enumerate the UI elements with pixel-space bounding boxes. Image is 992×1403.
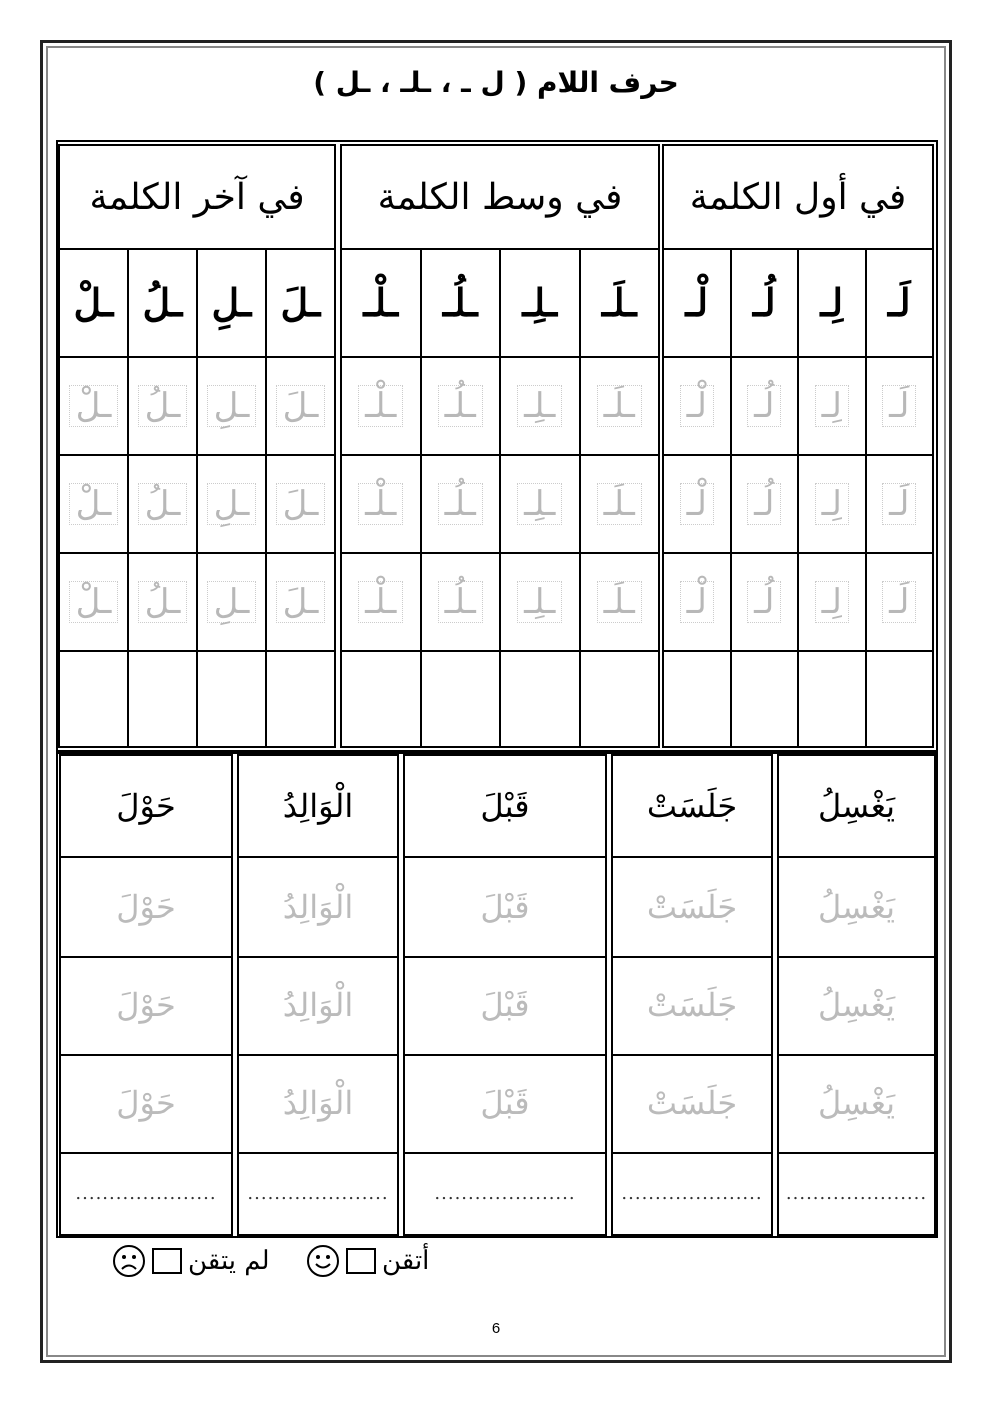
- word-model: يَغْسِلُ: [779, 756, 934, 858]
- trace-cell[interactable]: [60, 554, 127, 652]
- page-title: حرف اللام ( ل ـ ، ـلـ ، ـل ): [313, 66, 679, 99]
- trace-letter: ـلِـ: [517, 581, 562, 623]
- letter-column: [60, 248, 127, 746]
- letter-column: [342, 248, 420, 746]
- section-label: في وسط الكلمة: [342, 146, 658, 250]
- letter-model: ـلْ: [60, 248, 127, 358]
- trace-word: حَوْلَ: [116, 1084, 176, 1122]
- trace-word: قَبْلَ: [480, 1084, 530, 1122]
- trace-letter: ـلَـ: [597, 385, 642, 427]
- trace-cell[interactable]: [732, 554, 798, 652]
- trace-word: حَوْلَ: [116, 888, 176, 926]
- trace-cell[interactable]: [501, 456, 579, 554]
- write-cell[interactable]: [732, 652, 798, 750]
- trace-word-cell[interactable]: [613, 1054, 771, 1154]
- trace-letter: ـلْ: [69, 581, 119, 623]
- write-line[interactable]: .....................: [247, 1182, 389, 1204]
- trace-letter: ـلَ: [276, 483, 326, 525]
- letter-column: [664, 248, 730, 746]
- trace-letter: ـلُـ: [438, 483, 483, 525]
- letter-column: [579, 248, 659, 746]
- trace-letter: ـلَ: [276, 581, 326, 623]
- trace-word-cell[interactable]: [239, 1054, 397, 1154]
- trace-word: جَلَسَتْ: [646, 986, 738, 1024]
- letter-column: [865, 248, 933, 746]
- write-cell[interactable]: [501, 652, 579, 750]
- trace-cell[interactable]: [198, 358, 265, 456]
- letter-column: [127, 248, 196, 746]
- letter-model: لَـ: [867, 248, 933, 358]
- trace-letter: ـلَـ: [597, 483, 642, 525]
- trace-cell[interactable]: [198, 554, 265, 652]
- trace-word-cell[interactable]: [239, 956, 397, 1056]
- trace-cell[interactable]: [267, 358, 334, 456]
- word-model: قَبْلَ: [405, 756, 605, 858]
- word-model: حَوْلَ: [61, 756, 231, 858]
- word-column: [403, 754, 607, 1236]
- trace-cell[interactable]: [581, 358, 659, 456]
- trace-letter: لَـ: [882, 581, 916, 623]
- trace-cell[interactable]: [422, 456, 500, 554]
- letter-model: لْـ: [664, 248, 730, 358]
- trace-word: جَلَسَتْ: [646, 888, 738, 926]
- trace-cell[interactable]: [581, 554, 659, 652]
- trace-letter: ـلَـ: [597, 581, 642, 623]
- write-line[interactable]: .....................: [621, 1182, 763, 1204]
- trace-cell[interactable]: [732, 358, 798, 456]
- trace-letter: ـلْ: [69, 385, 119, 427]
- write-line[interactable]: .....................: [785, 1182, 928, 1204]
- trace-cell[interactable]: [422, 358, 500, 456]
- write-cell[interactable]: [267, 652, 334, 750]
- not-mastered-label: لم يتقن: [188, 1246, 270, 1276]
- trace-letter: لْـ: [680, 581, 714, 623]
- letter-column: [730, 248, 798, 746]
- write-cell[interactable]: [422, 652, 500, 750]
- sad-face-icon: [112, 1244, 146, 1278]
- write-cell[interactable]: [129, 652, 196, 750]
- word-column: [59, 754, 233, 1236]
- word-model: جَلَسَتْ: [613, 756, 771, 858]
- trace-word-cell[interactable]: [779, 956, 934, 1056]
- letter-model: ـلُـ: [422, 248, 500, 358]
- trace-letter: لَـ: [882, 483, 916, 525]
- trace-word: يَغْسِلُ: [817, 888, 896, 926]
- trace-letter: ـلِ: [207, 385, 257, 427]
- trace-letter: ـلْـ: [358, 581, 403, 623]
- trace-letter: ـلَ: [276, 385, 326, 427]
- trace-letter: ـلُـ: [438, 581, 483, 623]
- trace-letter: ـلْ: [69, 483, 119, 525]
- trace-letter: ـلُ: [138, 385, 188, 427]
- mastered-label: أتقن: [382, 1246, 430, 1276]
- trace-letter: ـلِـ: [517, 385, 562, 427]
- section-label: في آخر الكلمة: [60, 146, 334, 250]
- trace-cell[interactable]: [342, 358, 420, 456]
- letter-column: [499, 248, 579, 746]
- trace-cell[interactable]: [129, 456, 196, 554]
- mastered-row: [306, 1244, 429, 1278]
- trace-word-cell[interactable]: [779, 858, 934, 958]
- trace-cell[interactable]: [732, 456, 798, 554]
- letter-column: [420, 248, 500, 746]
- trace-letter: لِـ: [815, 385, 849, 427]
- word-column: [237, 754, 399, 1236]
- trace-word-cell[interactable]: [405, 1054, 605, 1154]
- trace-word: حَوْلَ: [116, 986, 176, 1024]
- section-initial: [662, 144, 934, 748]
- letter-column: [797, 248, 865, 746]
- trace-letter: ـلِ: [207, 483, 257, 525]
- trace-cell[interactable]: [198, 456, 265, 554]
- trace-cell[interactable]: [60, 358, 127, 456]
- trace-cell[interactable]: [664, 358, 730, 456]
- trace-word: يَغْسِلُ: [817, 986, 896, 1024]
- trace-word-cell[interactable]: [405, 858, 605, 958]
- not-mastered-row: [112, 1244, 270, 1278]
- trace-word-cell[interactable]: [613, 956, 771, 1056]
- trace-word-cell[interactable]: [405, 956, 605, 1056]
- write-cell[interactable]: [60, 652, 127, 750]
- trace-cell[interactable]: [867, 456, 933, 554]
- trace-cell[interactable]: [267, 554, 334, 652]
- write-cell[interactable]: [664, 652, 730, 750]
- letter-column: [196, 248, 265, 746]
- write-cell[interactable]: [867, 652, 933, 750]
- trace-letter: لُـ: [747, 385, 781, 427]
- letter-model: لُـ: [732, 248, 798, 358]
- word-column: [611, 754, 773, 1236]
- section-final: [58, 144, 336, 748]
- letter-column: [265, 248, 334, 746]
- trace-cell[interactable]: [799, 456, 865, 554]
- trace-letter: ـلْـ: [358, 483, 403, 525]
- trace-cell[interactable]: [867, 554, 933, 652]
- trace-word-cell[interactable]: [61, 956, 231, 1056]
- trace-letter: ـلْـ: [358, 385, 403, 427]
- trace-word-cell[interactable]: [61, 858, 231, 958]
- trace-word: الْوَالِدُ: [282, 888, 354, 926]
- write-cell[interactable]: [799, 652, 865, 750]
- trace-letter: لُـ: [747, 483, 781, 525]
- write-line[interactable]: .....................: [75, 1182, 217, 1204]
- page-number: 6: [491, 1320, 501, 1337]
- trace-letter: لْـ: [680, 385, 714, 427]
- trace-word-cell[interactable]: [61, 1054, 231, 1154]
- mastered-checkbox[interactable]: [346, 1248, 376, 1274]
- write-cell[interactable]: [198, 652, 265, 750]
- trace-cell[interactable]: [501, 358, 579, 456]
- letter-model: ـلْـ: [342, 248, 420, 358]
- trace-letter: لِـ: [815, 483, 849, 525]
- trace-cell[interactable]: [799, 358, 865, 456]
- trace-cell[interactable]: [267, 456, 334, 554]
- not-mastered-checkbox[interactable]: [152, 1248, 182, 1274]
- trace-cell[interactable]: [342, 456, 420, 554]
- trace-letter: ـلُـ: [438, 385, 483, 427]
- trace-cell[interactable]: [581, 456, 659, 554]
- trace-word: يَغْسِلُ: [817, 1084, 896, 1122]
- trace-letter: لَـ: [882, 385, 916, 427]
- trace-cell[interactable]: [501, 554, 579, 652]
- trace-word: جَلَسَتْ: [646, 1084, 738, 1122]
- trace-cell[interactable]: [664, 554, 730, 652]
- trace-word: قَبْلَ: [480, 888, 530, 926]
- trace-cell[interactable]: [342, 554, 420, 652]
- trace-cell[interactable]: [422, 554, 500, 652]
- trace-letter: ـلُ: [138, 483, 188, 525]
- letter-model: ـلَـ: [581, 248, 659, 358]
- trace-letter: ـلُ: [138, 581, 188, 623]
- word-column: [777, 754, 936, 1236]
- write-cell[interactable]: [342, 652, 420, 750]
- letter-model: ـلَ: [267, 248, 334, 358]
- trace-word: قَبْلَ: [480, 986, 530, 1024]
- letter-model: ـلِ: [198, 248, 265, 358]
- trace-word: الْوَالِدُ: [282, 1084, 354, 1122]
- trace-cell[interactable]: [129, 554, 196, 652]
- write-line[interactable]: .....................: [434, 1182, 576, 1204]
- trace-word-cell[interactable]: [239, 858, 397, 958]
- trace-letter: ـلِ: [207, 581, 257, 623]
- trace-word: الْوَالِدُ: [282, 986, 354, 1024]
- letter-model: ـلِـ: [501, 248, 579, 358]
- section-medial: [340, 144, 660, 748]
- trace-cell[interactable]: [60, 456, 127, 554]
- trace-word-cell[interactable]: [613, 858, 771, 958]
- write-cell[interactable]: [581, 652, 659, 750]
- trace-letter: ـلِـ: [517, 483, 562, 525]
- trace-letter: لِـ: [815, 581, 849, 623]
- trace-cell[interactable]: [799, 554, 865, 652]
- trace-cell[interactable]: [129, 358, 196, 456]
- section-label: في أول الكلمة: [664, 146, 932, 250]
- trace-letter: لُـ: [747, 581, 781, 623]
- letter-model: ـلُ: [129, 248, 196, 358]
- letter-model: لِـ: [799, 248, 865, 358]
- trace-cell[interactable]: [664, 456, 730, 554]
- trace-cell[interactable]: [867, 358, 933, 456]
- happy-face-icon: [306, 1244, 340, 1278]
- trace-letter: لْـ: [680, 483, 714, 525]
- word-model: الْوَالِدُ: [239, 756, 397, 858]
- trace-word-cell[interactable]: [779, 1054, 934, 1154]
